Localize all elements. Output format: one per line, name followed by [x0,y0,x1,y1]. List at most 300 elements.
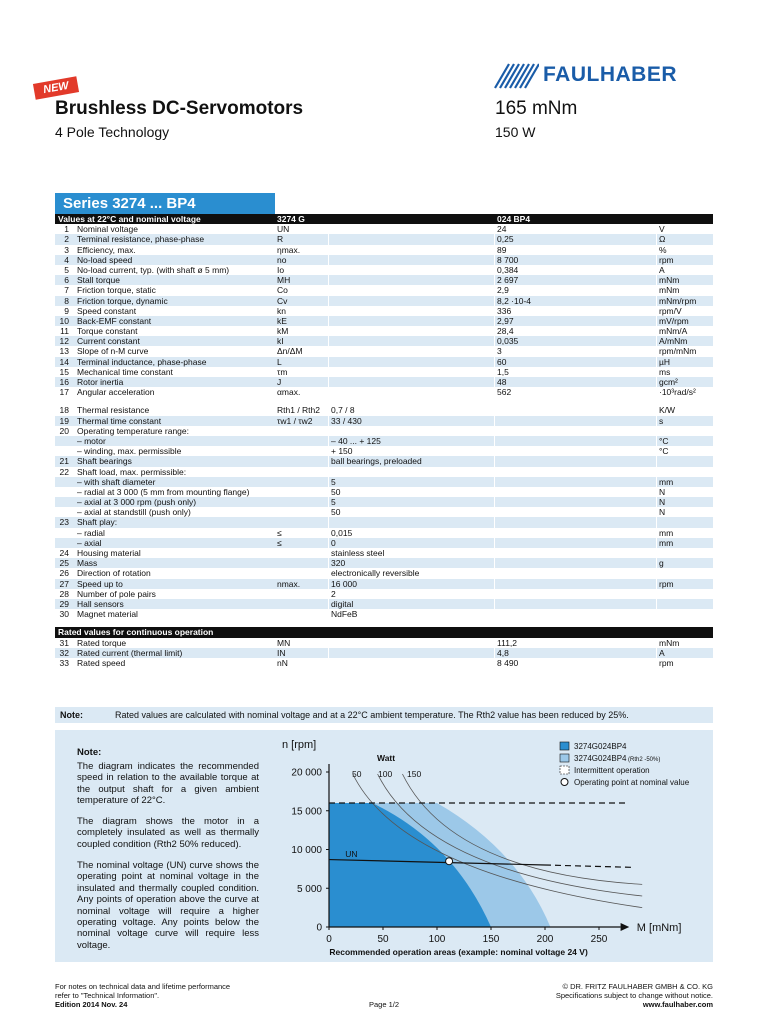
column-divider [656,405,657,415]
series-banner: Series 3274 ... BP4 [55,193,275,215]
column-divider [328,507,329,517]
table-row [55,234,713,244]
column-divider [494,265,495,275]
spec-table [55,214,713,668]
row-label: Shaft play: [77,517,118,528]
column-divider [656,599,657,609]
row-number: 27 [59,578,69,589]
column-divider [494,558,495,568]
row-symbol: nN [277,657,288,668]
power-rating: 150 W [495,124,536,140]
x-tick-label: 100 [428,934,446,945]
column-divider [656,558,657,568]
column-divider [656,316,657,326]
column-divider [656,517,657,527]
row-number: 13 [59,346,69,357]
row-number: 2 [64,234,69,245]
row-label: Speed constant [77,305,137,316]
row-number: 24 [59,548,69,558]
row-value-2: 8 490 [497,657,519,668]
row-unit: °C [659,446,669,457]
column-divider [328,367,329,377]
row-label: Angular acceleration [77,387,155,398]
row-value-2: 336 [497,305,512,316]
row-symbol: nmax. [277,578,301,589]
column-divider [494,346,495,356]
note-key: Note: [60,710,83,720]
row-value-2: 89 [497,244,507,255]
row-label: Direction of rotation [77,568,151,579]
row-value-2: 8,2 ·10-4 [497,295,532,306]
row-symbol: L [277,356,282,367]
x-axis-label: M [mNm] [636,922,682,934]
column-divider [328,416,329,426]
column-divider [328,538,329,548]
row-label: Friction torque, dynamic [77,295,168,306]
note-text: Rated values are calculated with nominal voltage and at a 22°C ambient temperature. The Rth2 value has been reduced by 25%. [115,710,629,720]
operating-point [446,858,453,865]
column-divider [656,377,657,387]
legend-label-coupled-suffix: (Rth2 -50%) [628,757,661,763]
row-value-1: 50 [331,486,341,497]
x-tick-label: 50 [377,934,389,945]
table-row [55,467,713,477]
faulhaber-logo [493,60,723,92]
column-divider [328,306,329,316]
column-divider [494,405,495,415]
table-row [55,265,713,275]
row-number: 8 [64,295,69,306]
row-symbol: UN [277,224,290,235]
row-value-1: 320 [331,558,346,569]
column-divider [328,497,329,507]
row-number: 1 [64,224,69,235]
column-divider [656,234,657,244]
table-row [55,296,713,306]
column-divider [656,507,657,517]
row-unit: rpm [659,657,674,668]
row-number: 19 [59,415,69,426]
table-row [55,517,713,527]
row-label: – axial [77,537,102,548]
row-number: 25 [59,558,69,569]
column-divider [328,405,329,415]
table-row [55,507,713,517]
row-unit: mm [659,476,674,487]
column-divider [494,436,495,446]
row-label: Housing material [77,548,141,558]
table-row [55,275,713,285]
column-divider [656,426,657,436]
column-divider [328,316,329,326]
column-divider [494,579,495,589]
column-divider [494,336,495,346]
column-divider [656,568,657,578]
table-row [55,658,713,668]
row-unit: s [659,415,664,426]
column-divider [494,326,495,336]
column-divider [656,224,657,234]
column-divider [656,589,657,599]
row-value-2: 2,97 [497,315,514,326]
column-divider [494,638,495,648]
row-symbol: R [277,234,284,245]
table-row [55,245,713,255]
row-value-2: 2 697 [497,275,519,286]
column-divider [494,568,495,578]
row-value-1: 33 / 430 [331,415,362,426]
row-label: Magnet material [77,609,138,620]
note-bar [55,707,713,723]
column-divider [656,245,657,255]
column-divider [328,517,329,527]
column-divider [494,224,495,234]
row-symbol: Rth1 / Rth2 [277,405,320,416]
footer-website: www.faulhaber.com [642,1000,713,1009]
legend-operating-point-icon [561,779,568,786]
column-divider [494,255,495,265]
y-tick-label: 10 000 [291,845,322,856]
column-divider [494,487,495,497]
table-row [55,436,713,446]
row-label: Thermal resistance [77,405,150,416]
row-number: 7 [64,285,69,296]
column-divider [328,326,329,336]
row-unit: rpm [659,578,674,589]
row-value-2: 48 [497,377,507,387]
row-unit: V [659,224,665,235]
row-label: – with shaft diameter [77,476,156,487]
column-divider [328,589,329,599]
column-divider [328,296,329,306]
column-divider [494,507,495,517]
row-symbol: τw1 / τw2 [277,415,313,426]
column-divider [494,538,495,548]
row-number: 22 [59,466,69,477]
column-divider [328,275,329,285]
column-divider [656,387,657,397]
row-value-2: 60 [497,356,507,367]
column-divider [656,528,657,538]
row-number: 28 [59,588,69,599]
column-divider [494,245,495,255]
column-divider [494,528,495,538]
legend-swatch-intermittent [560,766,569,774]
table-row [55,377,713,387]
row-unit: K/W [659,405,676,416]
row-value-2: 28,4 [497,326,514,337]
row-symbol: no [277,254,287,265]
table-row [55,497,713,507]
row-unit: rpm/mNm [659,346,697,357]
row-symbol: kM [277,326,289,337]
row-value-1: 2 [331,588,336,599]
column-divider [328,528,329,538]
row-value-1: + 150 [331,446,353,457]
row-label: Shaft load, max. permissible: [77,466,187,477]
row-label: Current constant [77,336,140,347]
row-symbol: Δn/ΔM [277,346,303,357]
table-header [55,214,713,224]
row-symbol: ηmax. [277,244,301,255]
footer-left [55,982,230,1009]
page-subtitle: 4 Pole Technology [55,124,170,140]
row-number: 16 [59,377,69,387]
table-row [55,416,713,426]
row-number: 6 [64,275,69,286]
row-number: 23 [59,517,69,528]
column-divider [656,326,657,336]
column-divider [328,487,329,497]
legend-label-coupled: 3274G024BP4 [574,754,627,763]
table-row [55,346,713,356]
column-divider [656,609,657,619]
row-symbol: ≤ [277,537,282,548]
column-divider [494,658,495,668]
table-row [55,306,713,316]
row-number: 9 [64,305,69,316]
row-label: Mechanical time constant [77,366,173,377]
table-row [55,456,713,466]
column-divider [328,377,329,387]
row-number: 20 [59,425,69,436]
row-symbol: Io [277,264,285,275]
row-number: 32 [59,647,69,658]
column-divider [494,416,495,426]
column-divider [494,275,495,285]
row-unit: ·10³rad/s² [659,387,696,398]
column-divider [328,285,329,295]
row-value-2: 24 [497,224,507,235]
row-symbol: Cv [277,295,288,306]
row-value-2: 2,9 [497,285,509,296]
torque-rating: 165 mNm [495,98,578,119]
table-header-rated-label: Rated values for continuous operation [58,627,214,638]
column-divider [328,648,329,658]
row-number: 31 [59,637,69,648]
table-row [55,648,713,658]
row-unit: N [659,486,666,497]
column-divider [494,497,495,507]
column-divider [328,234,329,244]
row-number: 21 [59,456,69,467]
column-divider [656,436,657,446]
row-label: Slope of n-M curve [77,346,149,357]
watt-curve-label: 100 [378,769,393,779]
row-value-1: digital [331,598,354,609]
row-label: Stall torque [77,275,120,286]
row-value-1: NdFeB [331,609,358,620]
column-divider [494,648,495,658]
row-value-2: 111,2 [497,637,518,648]
table-row [55,367,713,377]
column-divider [328,357,329,367]
column-divider [328,336,329,346]
column-divider [328,436,329,446]
table-row [55,558,713,568]
column-divider [328,579,329,589]
row-symbol: Co [277,285,288,296]
table-row [55,387,713,397]
row-symbol: J [277,377,282,387]
x-axis-arrow-icon [621,923,630,931]
row-number: 29 [59,598,69,609]
new-badge: NEW [33,76,79,99]
row-unit: gcm² [659,377,678,387]
row-number: 15 [59,366,69,377]
column-divider [494,609,495,619]
footer-edition: Edition 2014 Nov. 24 [55,1000,128,1009]
column-divider [494,477,495,487]
legend-label-operating-point: Operating point at nominal value [574,778,690,787]
row-label: Torque constant [77,326,138,337]
row-value-1: 0 [331,537,336,548]
legend-swatch-coupled [560,754,569,762]
column-divider [328,346,329,356]
column-divider [656,538,657,548]
table-row [55,568,713,578]
row-value-2: 0,25 [497,234,514,245]
legend-swatch-insulated [560,742,569,750]
column-divider [656,456,657,466]
table-row [55,255,713,265]
row-value-1: – 40 ... + 125 [331,435,381,446]
table-row [55,579,713,589]
row-unit: ms [659,366,671,377]
table-header-variant: 024 BP4 [497,214,531,224]
row-number: 30 [59,609,69,620]
row-label: – radial [77,527,105,538]
row-unit: mV/rpm [659,315,689,326]
row-symbol: IN [277,647,286,658]
column-divider [656,497,657,507]
row-value-1: stainless steel [331,548,385,558]
row-unit: mm [659,537,674,548]
row-label: Rated speed [77,657,126,668]
column-divider [656,265,657,275]
column-divider [494,599,495,609]
column-divider [656,446,657,456]
row-label: – axial at standstill (push only) [77,507,191,518]
table-row [55,405,713,415]
row-label: Mass [77,558,98,569]
column-divider [328,658,329,668]
row-unit: % [659,244,667,255]
column-divider [494,387,495,397]
row-unit: µH [659,356,671,367]
row-label: Hall sensors [77,598,124,609]
column-divider [494,367,495,377]
row-unit: °C [659,435,669,446]
column-divider [656,255,657,265]
row-label: Back-EMF constant [77,315,152,326]
x-tick-label: 150 [482,934,500,945]
row-value-2: 0,384 [497,264,519,275]
row-unit: mNm [659,285,680,296]
footer-copyright: © DR. FRITZ FAULHABER GMBH & CO. KG [562,982,713,991]
row-unit: rpm [659,254,674,265]
column-divider [656,285,657,295]
row-value-2: 0,035 [497,336,519,347]
column-divider [494,306,495,316]
table-header-rated [55,627,713,637]
row-value-2: 1,5 [497,366,509,377]
footer-note-2: refer to "Technical Information". [55,991,160,1000]
column-divider [656,346,657,356]
diagram-note-p3: The nominal voltage (UN) curve shows the operating point at nominal voltage in the insulated and thermally coupled condition. Any points of operation above the curve at nominal voltage will require a higher operating voltage. Any points below the nominal voltage curve will require less voltage. [77,860,259,951]
row-unit: rpm/V [659,305,682,316]
row-label: Speed up to [77,578,123,589]
un-label: UN [345,849,358,860]
column-divider [656,306,657,316]
x-tick-label: 250 [590,934,608,945]
row-value-1: electronically reversible [331,568,420,579]
row-label: Operating temperature range: [77,425,189,436]
row-unit: mm [659,527,674,538]
row-unit: A/mNm [659,336,688,347]
table-row [55,477,713,487]
footer-right [556,982,713,1009]
column-divider [656,487,657,497]
table-row [55,357,713,367]
row-number: 3 [64,244,69,255]
column-divider [656,477,657,487]
row-label: – axial at 3 000 rpm (push only) [77,497,197,508]
column-divider [494,316,495,326]
column-divider [656,275,657,285]
watt-label: Watt [377,753,396,763]
row-label: Rated torque [77,637,127,648]
column-divider [328,446,329,456]
table-row [55,638,713,648]
row-label: Friction torque, static [77,285,156,296]
x-tick-label: 0 [326,934,332,945]
row-unit: N [659,507,666,518]
row-label: Number of pole pairs [77,588,156,599]
y-tick-label: 5 000 [296,883,322,895]
table-row [55,599,713,609]
row-unit: mNm/A [659,326,688,337]
row-unit: g [659,558,664,569]
column-divider [328,609,329,619]
row-label: Terminal inductance, phase-phase [77,356,207,367]
row-unit: mNm/rpm [659,295,697,306]
row-label: Thermal time constant [77,415,162,426]
column-divider [494,446,495,456]
column-divider [656,296,657,306]
row-value-1: ball bearings, preloaded [331,456,422,467]
row-symbol: MN [277,637,291,648]
brand-name: FAULHABER [543,63,677,86]
row-value-2: 562 [497,387,512,398]
row-symbol: kI [277,336,284,347]
row-symbol: ≤ [277,527,282,538]
column-divider [656,658,657,668]
diagram-note-p1: The diagram indicates the recommended speed in relation to the available torque at the output shaft for a given ambient temperature of 22°C. [77,761,259,807]
column-divider [328,255,329,265]
x-tick-label: 200 [536,934,554,945]
y-tick-label: 0 [316,922,322,934]
table-row [55,316,713,326]
column-divider [494,357,495,367]
row-label: No-load current, typ. (with shaft ø 5 mm) [77,264,230,275]
column-divider [494,467,495,477]
y-tick-label: 15 000 [291,806,322,818]
page-title: Brushless DC-Servomotors [55,98,304,119]
row-label: Rotor inertia [77,377,124,387]
row-value-1: 16 000 [331,578,357,589]
table-row [55,528,713,538]
